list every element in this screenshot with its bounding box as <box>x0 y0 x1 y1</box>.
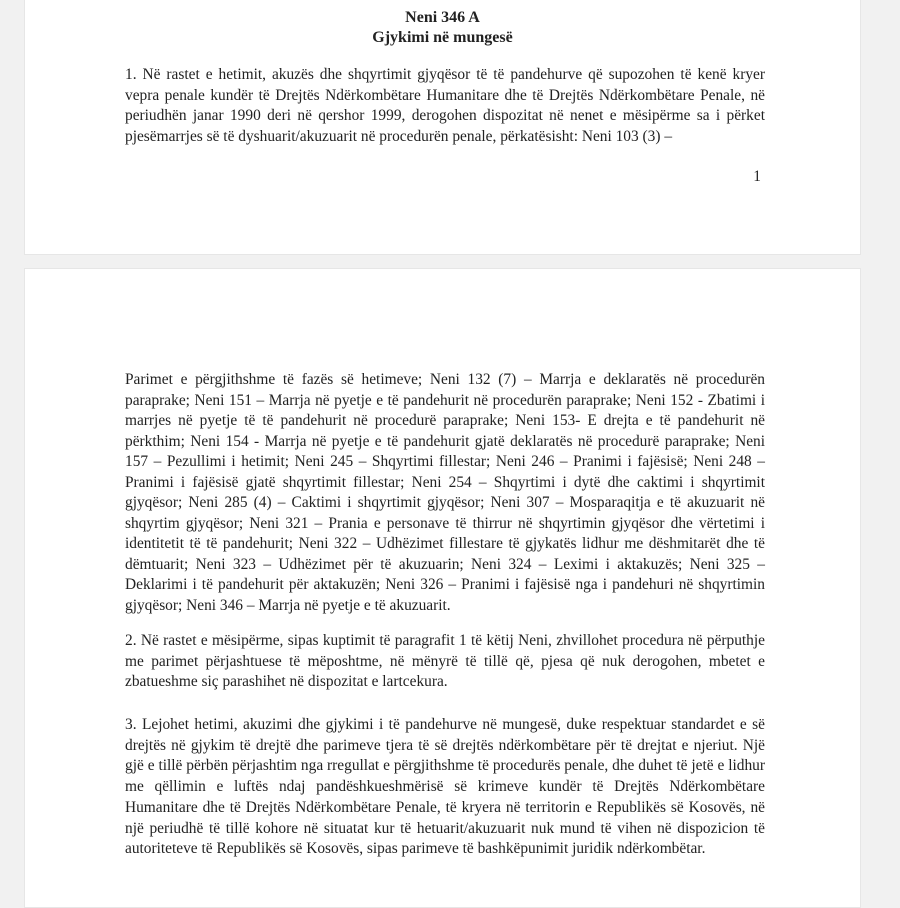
article-title-heading: Gjykimi në mungesë <box>372 29 513 46</box>
document-page-2 <box>24 268 861 908</box>
paragraph-2: 2. Në rastet e mësipërme, sipas kuptimit të paragrafit 1 të këtij Neni, zhvillohet procedura në përputhje me parimet përjashtuese të mëposhtme, në mënyrë të tillë që, pjesa që nuk derogohen, mbetet e zbatueshme siç parashihet në dispozitat e lartcekura. <box>125 632 765 691</box>
document-page-1 <box>24 0 861 255</box>
page-number: 1 <box>753 168 761 185</box>
paragraph-3: 3. Lejohet hetimi, akuzimi dhe gjykimi i të pandehurve në mungesë, duke respektuar standardet e së drejtës në gjykim të drejtë dhe parimeve tjera të së drejtës ndërkombëtare për të drejtat e njeriut. Një gjë e tillë përbën përjashtim nga rregullat e përgjithshme të procedurës penale, dhe duhet të jetë e lidhur me qëllimin e luftës ndaj pandëshkueshmërisë së krimeve kundër të Drejtës Ndërkombëtare Humanitare dhe të Drejtës Ndërkombëtare Penale, të kryera në territorin e Republikës së Kosovës, në një periudhë të tillë kohore në situatat kur të hetuarit/akuzuarit nuk mund të vihen në dispozicion të autoriteteve të Republikës së Kosovës, sipas parimeve të bashkëpunimit juridik ndërkombëtar. <box>125 716 765 858</box>
paragraph-1-continued: Parimet e përgjithshme të fazës së hetimeve; Neni 132 (7) – Marrja e deklaratës në procedurën paraprake; Neni 151 – Marrja në pyetje e të pandehurit në procedurën paraprake; Neni 152 - Zbatimi i marrjes në pyetje të të pandehurit në procedurë paraprake; Neni 153- E drejta e të pandehurit në përkthim; Neni 154 - Marrja në pyetje e të pandehurit gjatë deklaratës në procedurë paraprake; Neni 157 – Pezullimi i hetimit; Neni 245 – Shqyrtimi fillestar; Neni 246 – Pranimi i fajësisë; Neni 248 – Pranimi i fajësisë gjatë shqyrtimit fillestar; Neni 254 – Shqyrtimi i dytë dhe caktimi i shqyrtimit gjyqësor; Neni 285 (4) – Caktimi i shqyrtimit gjyqësor; Neni 307 – Mosparaqitja e të akuzuarit në shqyrtim gjyqësor; Neni 321 – Prania e personave të thirrur në shqyrtimin gjyqësor dhe vërtetimi i identitetit të të pandehurit; Neni 322 – Udhëzimet fillestare të gjykatës lidhur me dëshmitarët dhe të dëmtuarit; Neni 323 – Udhëzimet për të akuzuarin; Neni 324 – Leximi i aktakuzës; Neni 325 – Deklarimi i të pandehurit për aktakuzën; Neni 326 – Pranimi i fajësisë nga i pandehuri në shqyrtimin gjyqësor; Neni 346 – Marrja në pyetje e të akuzuarit. <box>125 371 765 615</box>
article-number-heading: Neni 346 A <box>405 9 480 26</box>
paragraph-1: 1. Në rastet e hetimit, akuzës dhe shqyrtimit gjyqësor të të pandehurve që supozohen të kenë kryer vepra penale kundër të Drejtës Ndërkombëtare Humanitare dhe të Drejtës Ndërkombëtare Penale, në periudhën janar 1990 deri në qershor 1999, derogohen dispozitat në nenet e mësipërme sa i përket pjesëmarrjes së të dyshuarit/akuzuarit në procedurën penale, përkatësisht: Neni 103 (3) – <box>125 66 765 146</box>
